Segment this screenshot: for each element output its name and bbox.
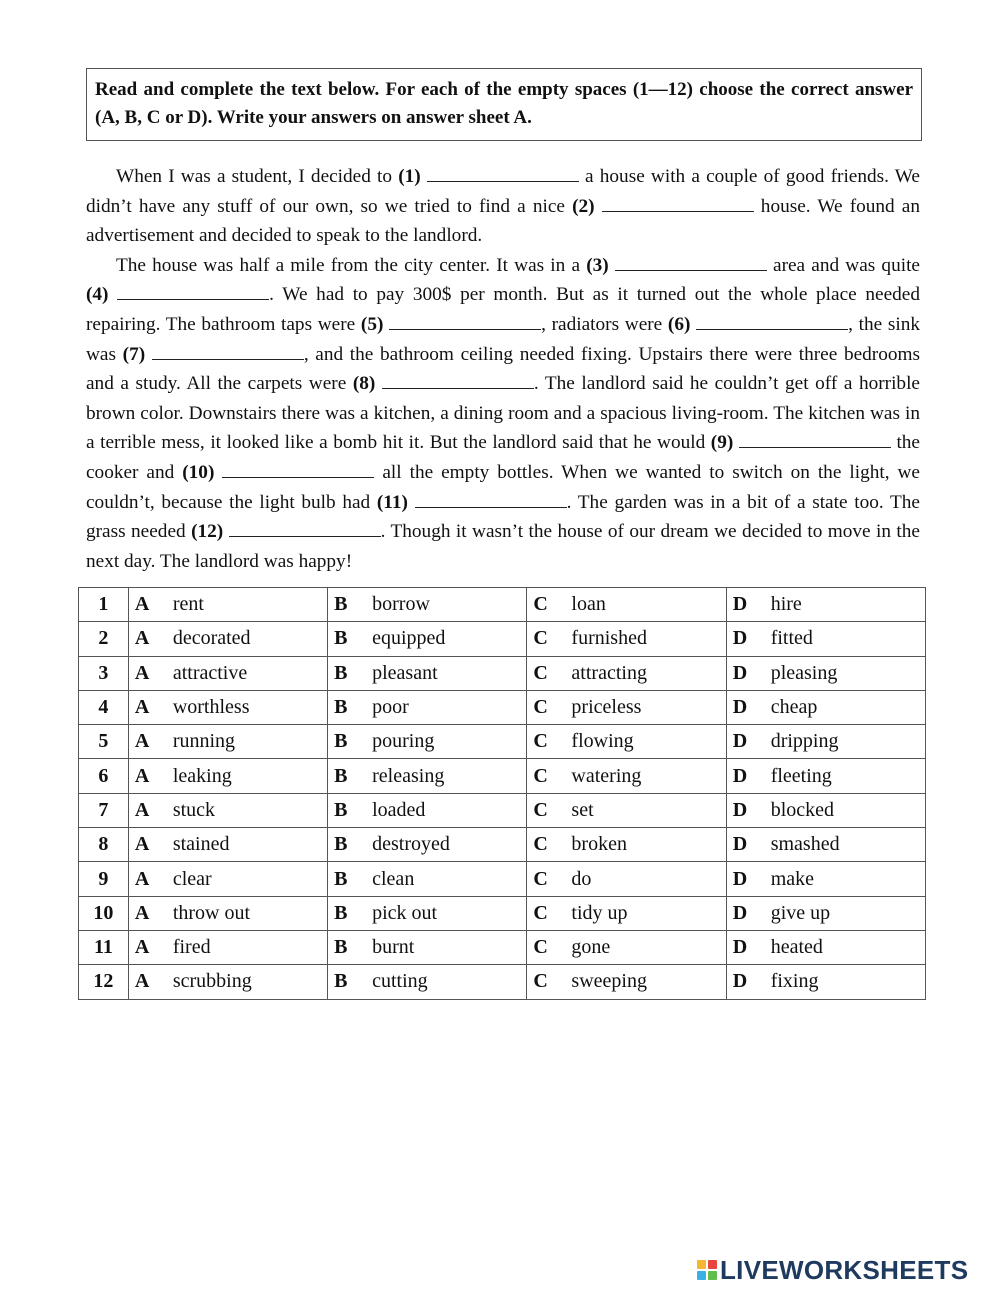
option-word: stuck — [172, 798, 216, 821]
options-table-body — [79, 588, 926, 1000]
option-cell-b[interactable] — [328, 793, 527, 827]
option-word: destroyed — [372, 833, 450, 856]
option-cell-a[interactable] — [128, 622, 327, 656]
option-letter: D — [732, 730, 748, 753]
option-letter: B — [334, 833, 348, 856]
option-cell-d[interactable] — [726, 896, 925, 930]
table-row — [79, 828, 926, 862]
option-cell-b[interactable] — [328, 930, 527, 964]
option-letter: B — [334, 593, 348, 616]
option-word: sweeping — [571, 970, 647, 993]
passage — [86, 162, 920, 576]
table-row — [79, 656, 926, 690]
table-row — [79, 622, 926, 656]
option-word: poor — [372, 696, 409, 719]
question-number: 10 — [79, 896, 129, 930]
gap-number-3: (3) — [586, 254, 609, 276]
table-row — [79, 965, 926, 999]
option-letter: A — [134, 661, 150, 684]
gap-number-6: (6) — [667, 313, 691, 335]
option-word: running — [172, 730, 236, 753]
table-row — [79, 930, 926, 964]
gap-number-4: (4) — [86, 284, 109, 306]
option-cell-a[interactable] — [128, 725, 327, 759]
option-letter: C — [533, 833, 548, 856]
option-cell-b[interactable] — [328, 862, 527, 896]
table-row — [79, 759, 926, 793]
gap-number-10: (10) — [182, 461, 215, 483]
option-word: do — [571, 867, 592, 890]
paragraph-1: When I was a student, I decided to (1) a house with a couple of good friends. We didn’t have any stuff of our own, so we tried to find a nice (2) house. We found an advertisement and decided to speak to the landlord. — [86, 162, 920, 251]
option-word: smashed — [770, 833, 840, 856]
option-letter: C — [533, 764, 548, 787]
option-word: fired — [172, 936, 211, 959]
gap-10-blank[interactable] — [222, 459, 374, 478]
option-letter: B — [334, 764, 348, 787]
option-word: scrubbing — [172, 970, 252, 993]
option-cell-a[interactable] — [128, 930, 327, 964]
option-letter: B — [334, 798, 348, 821]
option-cell-d[interactable] — [726, 862, 925, 896]
option-word: burnt — [372, 936, 415, 959]
option-cell-c[interactable] — [527, 896, 726, 930]
table-row — [79, 896, 926, 930]
option-letter: D — [732, 764, 748, 787]
option-letter: A — [134, 593, 150, 616]
table-row — [79, 725, 926, 759]
gap-number-1: (1) — [398, 166, 421, 187]
instructions-box — [86, 68, 922, 141]
gap-3-blank[interactable] — [615, 252, 767, 271]
option-cell-d[interactable] — [726, 965, 925, 999]
gap-number-12: (12) — [191, 521, 224, 543]
gap-number-2: (2) — [572, 195, 595, 217]
option-letter: D — [732, 627, 748, 650]
logo-square-2 — [708, 1260, 717, 1269]
gap-5-blank[interactable] — [389, 311, 541, 330]
option-letter: A — [134, 901, 150, 924]
option-letter: D — [732, 936, 748, 959]
option-word: dripping — [770, 730, 839, 753]
gap-number-8: (8) — [352, 373, 376, 395]
option-cell-a[interactable] — [128, 588, 327, 622]
option-cell-b[interactable] — [328, 725, 527, 759]
option-word: pouring — [372, 730, 435, 753]
option-word: cutting — [372, 970, 428, 993]
option-letter: D — [732, 970, 748, 993]
logo-square-4 — [708, 1271, 717, 1280]
option-cell-c[interactable] — [527, 793, 726, 827]
question-number: 8 — [79, 828, 129, 862]
question-number: 2 — [79, 622, 129, 656]
option-word: give up — [770, 901, 831, 924]
gap-9-blank[interactable] — [739, 429, 891, 448]
option-letter: A — [134, 798, 150, 821]
gap-1-blank[interactable] — [427, 163, 579, 182]
option-cell-d[interactable] — [726, 793, 925, 827]
option-cell-d[interactable] — [726, 759, 925, 793]
option-word: hire — [770, 593, 802, 616]
question-number: 12 — [79, 965, 129, 999]
option-cell-b[interactable] — [328, 588, 527, 622]
option-word: loaded — [372, 798, 426, 821]
option-letter: B — [334, 627, 348, 650]
option-cell-d[interactable] — [726, 828, 925, 862]
option-letter: A — [134, 764, 150, 787]
option-cell-a[interactable] — [128, 965, 327, 999]
liveworksheets-logo — [697, 1255, 968, 1285]
option-cell-d[interactable] — [726, 622, 925, 656]
gap-6-blank[interactable] — [696, 311, 848, 330]
option-letter: D — [732, 833, 748, 856]
option-letter: A — [134, 970, 150, 993]
option-letter: D — [732, 798, 748, 821]
option-word: releasing — [372, 764, 445, 787]
option-cell-b[interactable] — [328, 690, 527, 724]
option-letter: C — [533, 661, 548, 684]
option-word: furnished — [571, 627, 647, 650]
option-word: rent — [172, 593, 204, 616]
gap-number-5: (5) — [360, 313, 384, 335]
option-word: equipped — [372, 627, 446, 650]
gap-2-blank[interactable] — [602, 193, 754, 212]
gap-number-9: (9) — [710, 432, 734, 454]
gap-number-7: (7) — [122, 343, 146, 365]
option-word: leaking — [172, 764, 232, 787]
option-cell-c[interactable] — [527, 759, 726, 793]
option-letter: C — [533, 593, 548, 616]
question-number: 7 — [79, 793, 129, 827]
option-cell-c[interactable] — [527, 965, 726, 999]
option-word: fleeting — [770, 764, 832, 787]
option-word: set — [571, 798, 594, 821]
option-cell-b[interactable] — [328, 622, 527, 656]
option-cell-b[interactable] — [328, 896, 527, 930]
logo-text: LIVEWORKSHEETS — [720, 1254, 969, 1285]
option-word: gone — [571, 936, 611, 959]
option-letter: B — [334, 730, 348, 753]
question-number: 5 — [79, 725, 129, 759]
gap-number-11: (11) — [376, 491, 408, 513]
option-letter: A — [134, 627, 150, 650]
option-letter: C — [533, 901, 548, 924]
option-cell-d[interactable] — [726, 690, 925, 724]
option-letter: C — [533, 970, 548, 993]
options-table — [78, 587, 926, 1000]
option-word: pick out — [372, 901, 438, 924]
option-cell-d[interactable] — [726, 930, 925, 964]
option-letter: C — [533, 798, 548, 821]
question-number: 6 — [79, 759, 129, 793]
option-word: flowing — [571, 730, 634, 753]
option-cell-c[interactable] — [527, 725, 726, 759]
question-number: 4 — [79, 690, 129, 724]
option-letter: A — [134, 867, 150, 890]
option-word: loan — [571, 593, 606, 616]
option-word: throw out — [172, 901, 251, 924]
option-letter: D — [732, 867, 748, 890]
option-cell-d[interactable] — [726, 588, 925, 622]
option-cell-c[interactable] — [527, 862, 726, 896]
option-cell-d[interactable] — [726, 725, 925, 759]
table-row — [79, 588, 926, 622]
option-letter: D — [732, 901, 748, 924]
logo-square-3 — [697, 1271, 706, 1280]
option-cell-c[interactable] — [527, 622, 726, 656]
option-cell-b[interactable] — [328, 828, 527, 862]
option-letter: B — [334, 696, 348, 719]
option-letter: C — [533, 867, 548, 890]
option-letter: C — [533, 936, 548, 959]
option-letter: C — [533, 696, 548, 719]
question-number: 11 — [79, 930, 129, 964]
option-cell-a[interactable] — [128, 828, 327, 862]
option-cell-a[interactable] — [128, 690, 327, 724]
option-cell-b[interactable] — [328, 965, 527, 999]
option-cell-d[interactable] — [726, 656, 925, 690]
gap-12-blank[interactable] — [229, 518, 381, 537]
option-cell-b[interactable] — [328, 759, 527, 793]
option-word: watering — [571, 764, 642, 787]
logo-mark-icon — [697, 1260, 717, 1280]
option-cell-c[interactable] — [527, 690, 726, 724]
option-word: cheap — [770, 696, 818, 719]
option-cell-a[interactable] — [128, 759, 327, 793]
option-word: fitted — [770, 627, 813, 650]
option-word: pleasing — [770, 661, 838, 684]
question-number: 1 — [79, 588, 129, 622]
option-word: blocked — [770, 798, 835, 821]
option-cell-c[interactable] — [527, 828, 726, 862]
option-word: worthless — [172, 696, 250, 719]
option-letter: C — [533, 627, 548, 650]
option-letter: B — [334, 661, 348, 684]
option-cell-b[interactable] — [328, 656, 527, 690]
option-word: attracting — [571, 661, 647, 684]
option-letter: C — [533, 730, 548, 753]
option-word: heated — [770, 936, 823, 959]
table-row — [79, 793, 926, 827]
option-cell-a[interactable] — [128, 862, 327, 896]
logo-square-1 — [697, 1260, 706, 1269]
paragraph-2: The house was half a mile from the city center. It was in a (3) area and was quite (4) . We had to pay 300$ per month. But as it turned out the whole place needed repairing. The bathroom taps were (5) , radiators were (6) , the sink was (7) , and the bathroom ceiling needed fixing. Upstairs there were three bedrooms and a study. All the carpets were (8) . The landlord said he couldn’t get off a horrible brown color. Downstairs there was a kitchen, a dining room and a spacious living-room. The kitchen was in a terrible mess, it looked like a bomb hit it. But the landlord said that he would (9) the cooker and (10) all the empty bottles. When we wanted to switch on the light, we couldn’t, because the light bulb had (11) . The garden was in a bit of a state too. The grass needed (12) . Though it wasn’t the house of our dream we decided to move in the next day. The landlord was happy! — [86, 251, 920, 577]
gap-11-blank[interactable] — [415, 489, 567, 508]
table-row — [79, 862, 926, 896]
option-letter: D — [732, 593, 748, 616]
option-word: broken — [571, 833, 627, 856]
option-letter: A — [134, 730, 150, 753]
table-row — [79, 690, 926, 724]
option-letter: A — [134, 833, 150, 856]
option-word: make — [770, 867, 815, 890]
option-word: decorated — [172, 627, 251, 650]
option-cell-c[interactable] — [527, 930, 726, 964]
gap-8-blank[interactable] — [382, 370, 534, 389]
gap-7-blank[interactable] — [152, 341, 304, 360]
option-word: borrow — [372, 593, 430, 616]
option-cell-a[interactable] — [128, 896, 327, 930]
option-cell-a[interactable] — [128, 656, 327, 690]
option-word: tidy up — [571, 901, 628, 924]
option-letter: D — [732, 661, 748, 684]
option-word: attractive — [172, 661, 248, 684]
option-letter: A — [134, 936, 150, 959]
option-cell-c[interactable] — [527, 656, 726, 690]
option-letter: B — [334, 867, 348, 890]
gap-4-blank[interactable] — [117, 281, 269, 300]
option-word: priceless — [571, 696, 642, 719]
option-letter: A — [134, 696, 150, 719]
option-word: clear — [172, 867, 212, 890]
option-letter: B — [334, 970, 348, 993]
instructions-text: Read and complete the text below. For each of the empty spaces (1—12) choose the correct answer (A, B, C or D). Write your answers on answer sheet A. — [95, 79, 913, 128]
option-word: pleasant — [372, 661, 438, 684]
option-word: clean — [372, 867, 415, 890]
option-cell-a[interactable] — [128, 793, 327, 827]
option-cell-c[interactable] — [527, 588, 726, 622]
option-letter: D — [732, 696, 748, 719]
question-number: 3 — [79, 656, 129, 690]
option-word: stained — [172, 833, 230, 856]
option-letter: B — [334, 901, 348, 924]
option-word: fixing — [770, 970, 819, 993]
option-letter: B — [334, 936, 348, 959]
question-number: 9 — [79, 862, 129, 896]
